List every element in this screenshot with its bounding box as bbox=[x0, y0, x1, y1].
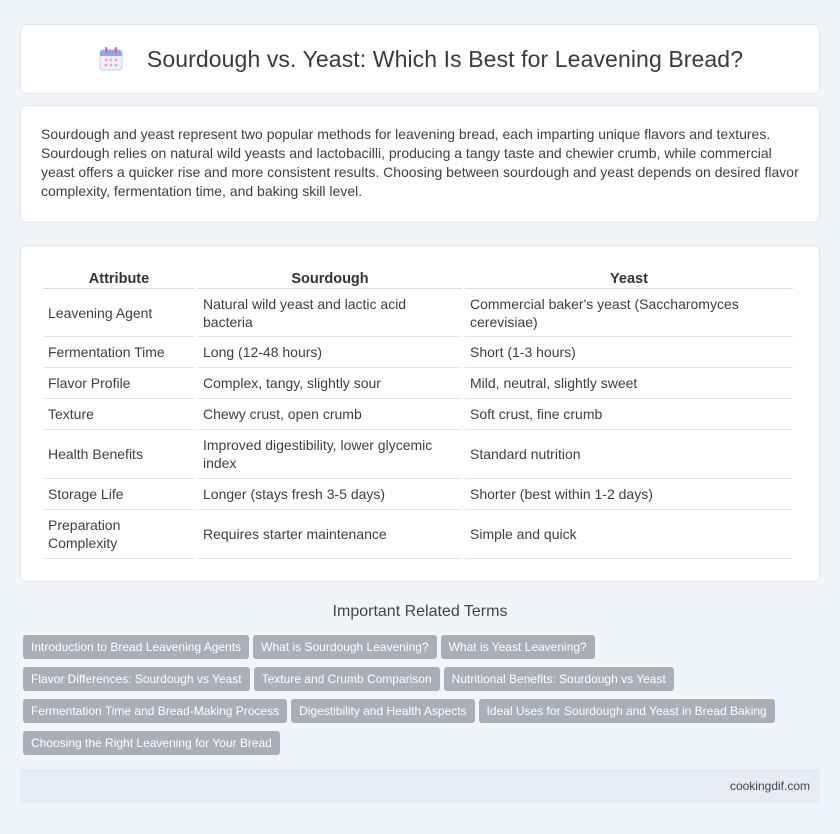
related-term-chip[interactable]: What is Yeast Leavening? bbox=[441, 635, 595, 659]
cell-sourdough: Long (12-48 hours) bbox=[198, 337, 462, 368]
cell-attribute: Storage Life bbox=[43, 479, 195, 510]
page-title: Sourdough vs. Yeast: Which Is Best for Leavening Bread? bbox=[146, 45, 744, 72]
table-row bbox=[43, 510, 793, 559]
related-term-chip[interactable]: Digestibility and Health Aspects bbox=[291, 699, 474, 723]
related-term-chip[interactable]: Introduction to Bread Leavening Agents bbox=[23, 635, 249, 659]
calendar-icon bbox=[97, 45, 125, 73]
related-terms-title: Important Related Terms bbox=[332, 603, 508, 620]
cell-yeast: Soft crust, fine crumb bbox=[465, 399, 793, 430]
related-term-chip[interactable]: Texture and Crumb Comparison bbox=[254, 667, 440, 691]
header-attribute: Attribute bbox=[43, 266, 195, 289]
related-terms-list bbox=[23, 635, 813, 763]
table-row bbox=[43, 479, 793, 510]
intro-card bbox=[20, 105, 820, 223]
intro-text: Sourdough and yeast represent two popular methods for leavening bread, each imparting unique flavors and textures. Sourdough relies on natural wild yeasts and lactobacilli, producing a tangy taste and chewier crumb, while commercial yeast offers a quicker rise and more consistent results. Choosing between sourdough and yeast depends on desired flavor complexity, fermentation time, and baking skill level. bbox=[41, 126, 799, 199]
cell-sourdough: Chewy crust, open crumb bbox=[198, 399, 462, 430]
cell-yeast: Shorter (best within 1-2 days) bbox=[465, 479, 793, 510]
related-term-chip[interactable]: Fermentation Time and Bread-Making Process bbox=[23, 699, 287, 723]
cell-attribute: Preparation Complexity bbox=[43, 510, 195, 559]
related-term-chip[interactable]: Flavor Differences: Sourdough vs Yeast bbox=[23, 667, 250, 691]
cell-attribute: Leavening Agent bbox=[43, 289, 195, 337]
cell-attribute: Health Benefits bbox=[43, 430, 195, 479]
cell-sourdough: Natural wild yeast and lactic acid bacteria bbox=[198, 289, 462, 337]
footer bbox=[20, 769, 820, 803]
header-card bbox=[20, 24, 820, 94]
cell-attribute: Flavor Profile bbox=[43, 368, 195, 399]
table-header-row bbox=[43, 266, 793, 289]
table-row bbox=[43, 289, 793, 337]
table-row bbox=[43, 337, 793, 368]
table-row bbox=[43, 368, 793, 399]
cell-attribute: Fermentation Time bbox=[43, 337, 195, 368]
comparison-table bbox=[40, 266, 796, 559]
table-row bbox=[43, 399, 793, 430]
cell-yeast: Standard nutrition bbox=[465, 430, 793, 479]
cell-sourdough: Complex, tangy, slightly sour bbox=[198, 368, 462, 399]
related-term-chip[interactable]: Choosing the Right Leavening for Your Bread bbox=[23, 731, 280, 755]
cell-yeast: Simple and quick bbox=[465, 510, 793, 559]
footer-site-link[interactable]: cookingdif.com bbox=[729, 779, 810, 793]
comparison-card bbox=[20, 245, 820, 582]
cell-yeast: Commercial baker's yeast (Saccharomyces cerevisiae) bbox=[465, 289, 793, 337]
cell-yeast: Mild, neutral, slightly sweet bbox=[465, 368, 793, 399]
cell-attribute: Texture bbox=[43, 399, 195, 430]
cell-sourdough: Improved digestibility, lower glycemic index bbox=[198, 430, 462, 479]
cell-sourdough: Requires starter maintenance bbox=[198, 510, 462, 559]
related-term-chip[interactable]: Nutritional Benefits: Sourdough vs Yeast bbox=[444, 667, 674, 691]
related-term-chip[interactable]: What is Sourdough Leavening? bbox=[253, 635, 436, 659]
related-term-chip[interactable]: Ideal Uses for Sourdough and Yeast in Bread Baking bbox=[479, 699, 775, 723]
cell-yeast: Short (1-3 hours) bbox=[465, 337, 793, 368]
cell-sourdough: Longer (stays fresh 3-5 days) bbox=[198, 479, 462, 510]
header-yeast: Yeast bbox=[465, 266, 793, 289]
header-sourdough: Sourdough bbox=[198, 266, 462, 289]
table-row bbox=[43, 430, 793, 479]
